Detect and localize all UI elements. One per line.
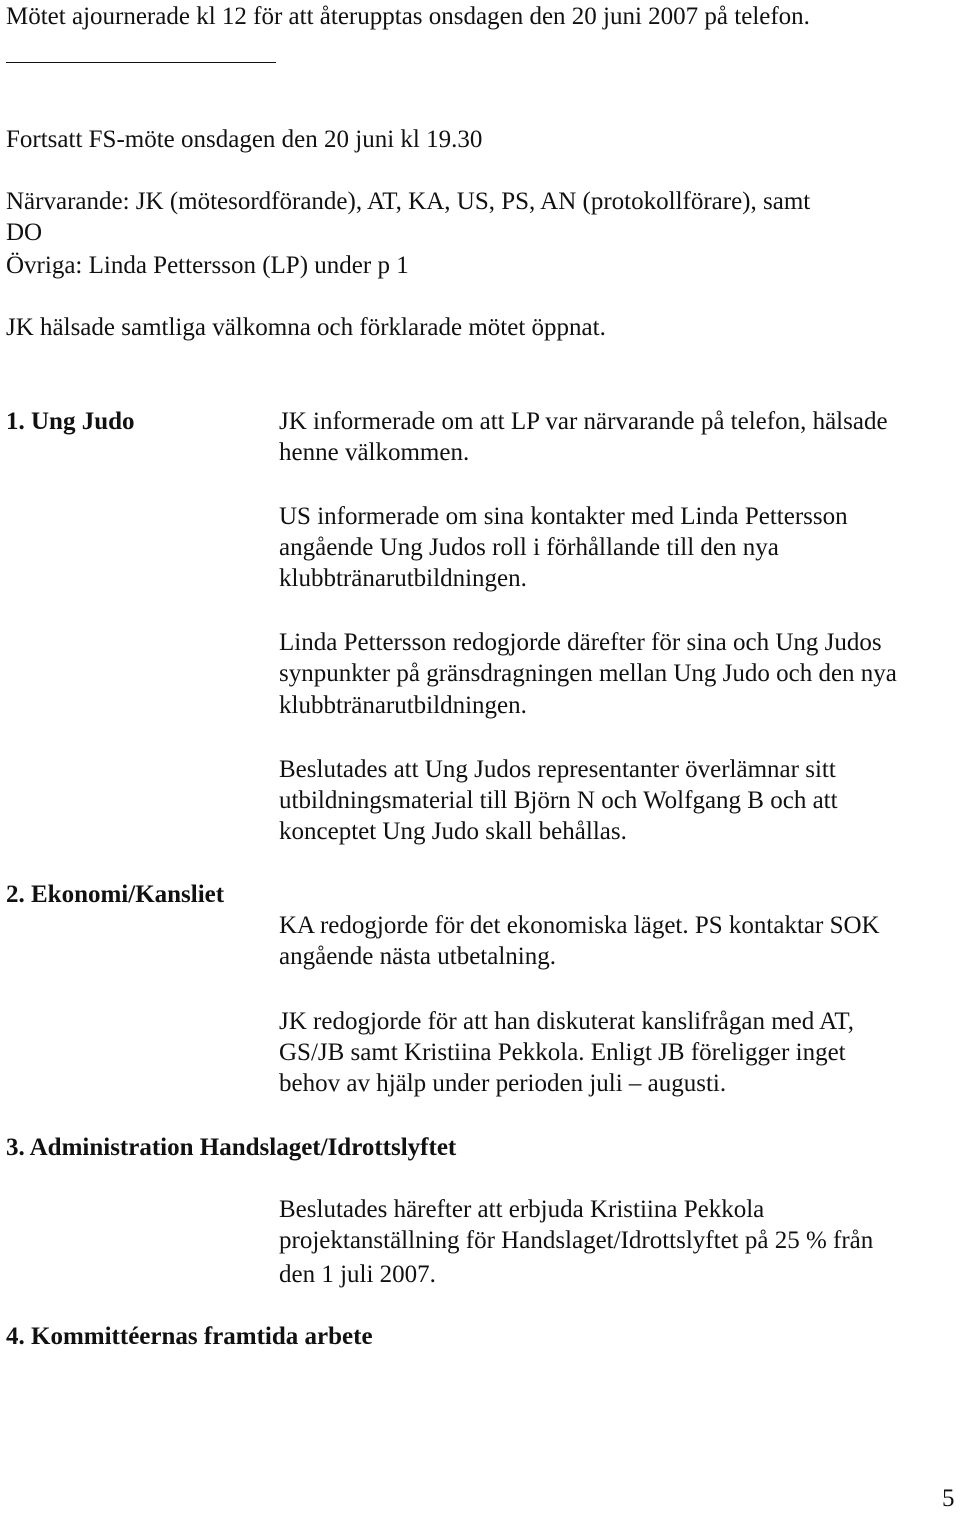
item-heading-ekonomi-kansliet: 2. Ekonomi/Kansliet (6, 881, 225, 908)
item-text: klubbtränarutbildningen. (279, 692, 527, 719)
item-text: angående nästa utbetalning. (279, 943, 556, 970)
item-heading-administration: 3. Administration Handslaget/Idrottslyftet (6, 1134, 457, 1161)
item-text: US informerade om sina kontakter med Linda Pettersson (279, 503, 848, 530)
item-text: JK redogjorde för att han diskuterat kanslifrågan med AT, (279, 1008, 855, 1035)
item-text: den 1 juli 2007. (279, 1261, 436, 1288)
item-text: projektanställning för Handslaget/Idrottslyftet på 25 % från (279, 1227, 874, 1254)
item-heading-ung-judo: 1. Ung Judo (6, 408, 135, 435)
meeting-opened-note: JK hälsade samtliga välkomna och förklarade mötet öppnat. (6, 314, 606, 341)
item-text: angående Ung Judos roll i förhållande till den nya (279, 534, 779, 561)
item-text: klubbtränarutbildningen. (279, 565, 527, 592)
meeting-continued-note: Fortsatt FS-möte onsdagen den 20 juni kl 19.30 (6, 126, 483, 153)
adjournment-note: Mötet ajournerade kl 12 för att återupptas onsdagen den 20 juni 2007 på telefon. (6, 3, 810, 30)
attendees-line-continued: DO (6, 219, 43, 246)
separator-line (6, 62, 276, 63)
item-text: GS/JB samt Kristiina Pekkola. Enligt JB föreligger inget (279, 1039, 846, 1066)
item-text: Beslutades härefter att erbjuda Kristiina Pekkola (279, 1196, 765, 1223)
item-text: Linda Pettersson redogjorde därefter för sina och Ung Judos (279, 629, 882, 656)
item-text: konceptet Ung Judo skall behållas. (279, 818, 627, 845)
item-text: behov av hjälp under perioden juli – augusti. (279, 1070, 727, 1097)
item-text: utbildningsmaterial till Björn N och Wolfgang B och att (279, 787, 838, 814)
item-heading-kommitteernas-arbete: 4. Kommittéernas framtida arbete (6, 1323, 373, 1350)
item-text: JK informerade om att LP var närvarande på telefon, hälsade (279, 408, 888, 435)
other-attendees: Övriga: Linda Pettersson (LP) under p 1 (6, 252, 409, 279)
page-number: 5 (942, 1485, 955, 1512)
item-text: henne välkommen. (279, 439, 470, 466)
item-text: synpunkter på gränsdragningen mellan Ung Judo och den nya (279, 660, 897, 687)
attendees-line: Närvarande: JK (mötesordförande), AT, KA, US, PS, AN (protokollförare), samt (6, 188, 811, 215)
item-text: KA redogjorde för det ekonomiska läget. PS kontaktar SOK (279, 912, 880, 939)
item-text: Beslutades att Ung Judos representanter överlämnar sitt (279, 756, 836, 783)
